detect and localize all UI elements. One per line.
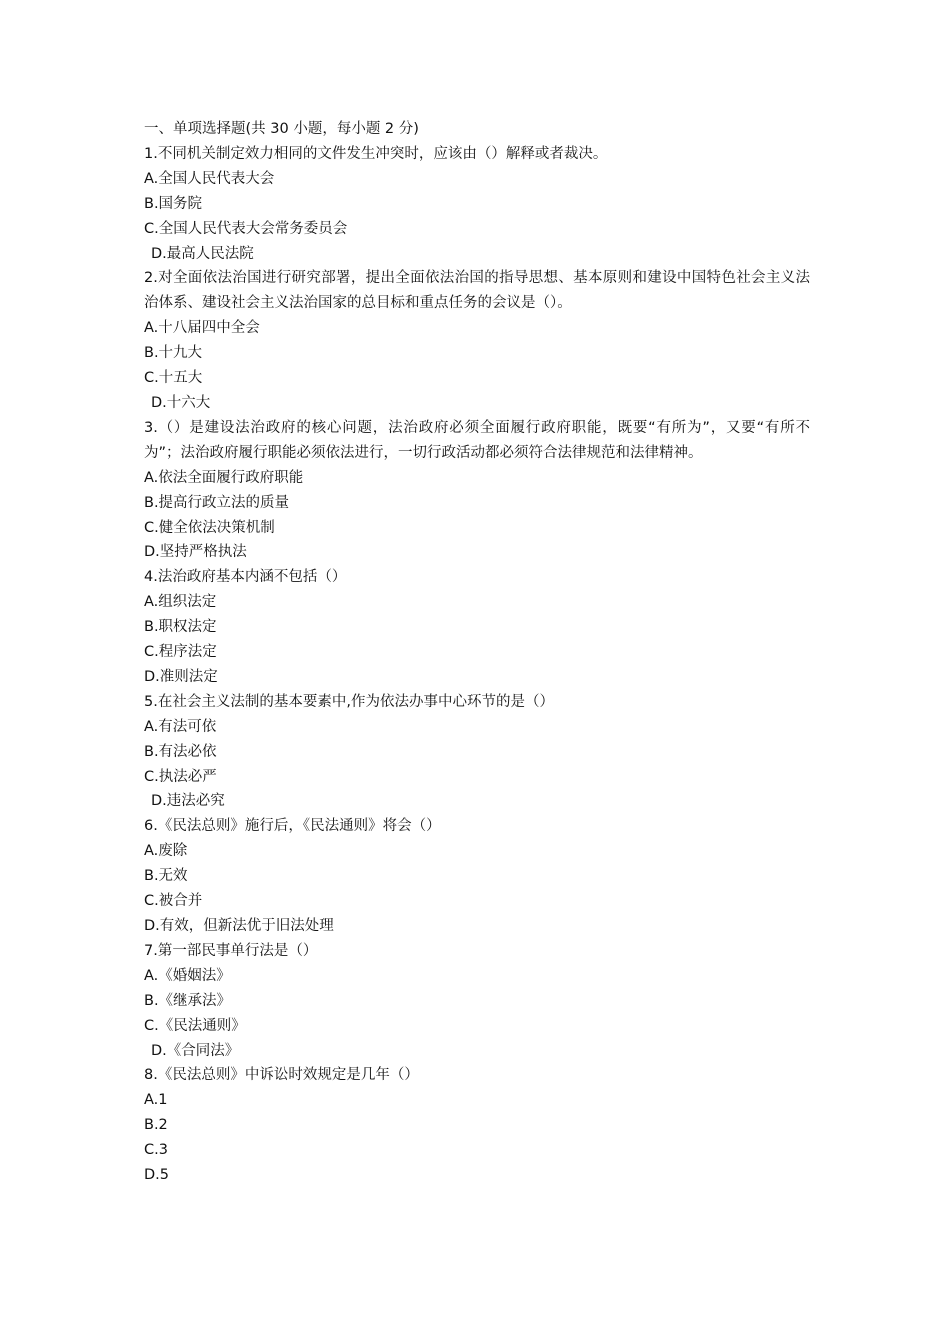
option-a: A.十八届四中全会 — [144, 320, 260, 337]
option-c: C.程序法定 — [144, 644, 217, 661]
question-stem: 3.（）是建设法治政府的核心问题，法治政府必须全面履行政府职能，既要“有所为”，又要“有所不为”；法治政府履行职能必须依法进行，一切行政活动都必须符合法律规范和法律精神。 — [144, 419, 810, 461]
question-5 — [144, 690, 810, 815]
option-d: D.违法必究 — [151, 793, 225, 810]
question-stem: 5.在社会主义法制的基本要素中,作为依法办事中心环节的是（） — [144, 693, 554, 710]
option-d: D.十六大 — [151, 394, 211, 411]
option-d: D.最高人民法院 — [151, 245, 254, 262]
option-b: B.《继承法》 — [144, 992, 232, 1009]
option-c: C.健全依法决策机制 — [144, 519, 275, 536]
option-c: C.全国人民代表大会常务委员会 — [144, 220, 348, 237]
option-b: B.无效 — [144, 868, 188, 885]
question-stem: 4.法治政府基本内涵不包括（） — [144, 569, 347, 586]
option-a: A.1 — [144, 1092, 168, 1109]
option-d: D.5 — [144, 1167, 169, 1184]
option-c: C.被合并 — [144, 893, 203, 910]
question-stem: 6.《民法总则》施行后，《民法通则》将会（） — [144, 818, 441, 835]
option-a: A.全国人民代表大会 — [144, 170, 275, 187]
option-d: D.有效，但新法优于旧法处理 — [144, 918, 334, 934]
option-c: C.执法必严 — [144, 768, 217, 785]
question-stem: 1.不同机关制定效力相同的文件发生冲突时，应该由（）解释或者裁决。 — [144, 145, 608, 162]
question-stem: 8.《民法总则》中诉讼时效规定是几年（） — [144, 1067, 419, 1084]
option-c: C.《民法通则》 — [144, 1017, 246, 1034]
question-stem: 7.第一部民事单行法是（） — [144, 942, 318, 959]
section-title: 一、单项选择题(共 30 小题，每小题 2 分) — [144, 121, 419, 137]
question-1 — [144, 142, 810, 267]
option-d: D.准则法定 — [144, 668, 218, 685]
question-stem: 2.对全面依法治国进行研究部署，提出全面依法治国的指导思想、基本原则和建设中国特色社会主义法治体系、建设社会主义法治国家的总目标和重点任务的会议是（）。 — [144, 270, 810, 312]
option-a: A.有法可依 — [144, 718, 217, 735]
option-b: B.2 — [144, 1117, 168, 1134]
question-6 — [144, 814, 810, 939]
option-d: D.《合同法》 — [151, 1042, 240, 1059]
question-4 — [144, 565, 810, 690]
question-3 — [144, 416, 810, 565]
option-d: D.坚持严格执法 — [144, 544, 247, 561]
option-c: C.十五大 — [144, 370, 203, 387]
exam-content — [144, 117, 810, 1188]
option-a: A.《婚姻法》 — [144, 967, 231, 984]
option-b: B.有法必依 — [144, 743, 217, 760]
question-7 — [144, 939, 810, 1064]
option-a: A.废除 — [144, 843, 188, 860]
option-b: B.职权法定 — [144, 619, 217, 636]
option-b: B.提高行政立法的质量 — [144, 494, 290, 511]
option-a: A.组织法定 — [144, 594, 217, 611]
option-b: B.十九大 — [144, 345, 203, 362]
option-c: C.3 — [144, 1142, 168, 1159]
question-8 — [144, 1063, 810, 1188]
option-a: A.依法全面履行政府职能 — [144, 469, 304, 486]
option-b: B.国务院 — [144, 195, 203, 212]
question-2 — [144, 266, 810, 415]
